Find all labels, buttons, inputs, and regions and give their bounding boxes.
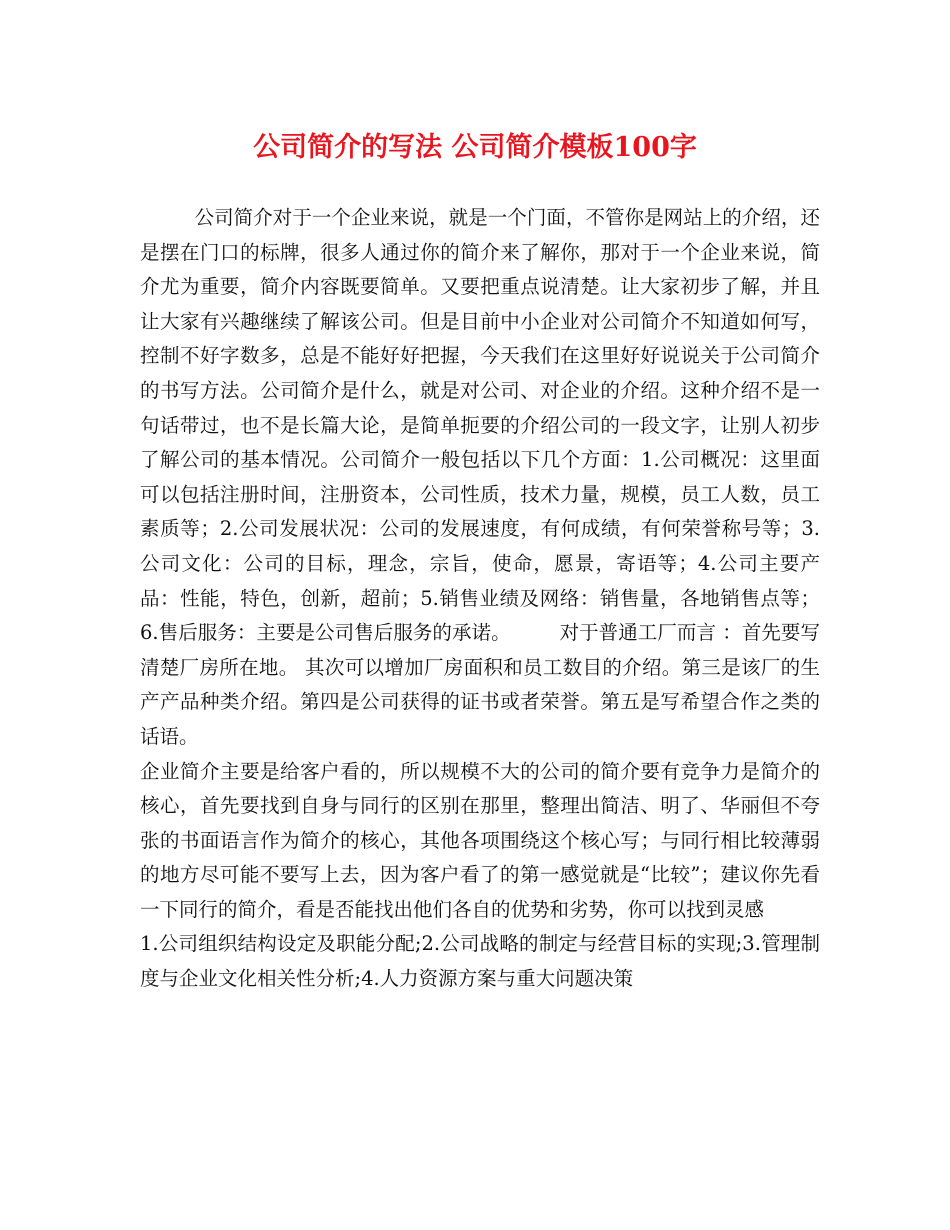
document-body bbox=[140, 201, 820, 997]
paragraph-numbered-items: 1.公司组织结构设定及职能分配;2.公司战略的制定与经营目标的实现;3.管理制度与企业文化相关性分析;4.人力资源方案与重大问题决策 bbox=[140, 932, 820, 991]
paragraph-intro: 公司简介对于一个企业来说，就是一个门面，不管你是网站上的介绍，还是摆在门口的标牌，很多人通过你的简介来了解你，那对于一个企业来说，简介尤为重要，简介内容既要简单。又要把重点说清楚。让大家初步了解，并且让大家有兴趣继续了解该公司。但是目前中小企业对公司简介不知道如何写，控制不好字数多，总是不能好好把握，今天我们在这里好好说说关于公司简介的书写方法。公司简介是什么，就是对公司、对企业的介绍。这种介绍不是一句话带过，也不是长篇大论，是简单扼要的介绍公司的一段文字，让别人初步了解公司的基本情况。公司简介一般包括以下几个方面：1.公司概况：这里面可以包括注册时间，注册资本，公司性质，技术力量，规模，员工人数，员工素质等；2.公司发展状况：公司的发展速度，有何成绩，有何荣誉称号等；3.公司文化：公司的目标，理念，宗旨，使命，愿景，寄语等；4.公司主要产品：性能，特色，创新，超前；5.销售业绩及网络：销售量，各地销售点等；6.售后服务：主要是公司售后服务的承诺。 对于普通工厂而言 ：首先要写清楚厂房所在地。 其次可以增加厂房面积和员工数目的介绍。第三是该厂的生产产品种类介绍。第四是公司获得的证书或者荣誉。第五是写希望合作之类的话语。 bbox=[140, 206, 820, 748]
document-title: 公司简介的写法 公司简介模板100字 bbox=[253, 132, 697, 163]
paragraph-enterprise-profile: 企业简介主要是给客户看的，所以规模不大的公司的简介要有竞争力是简介的核心，首先要找到自身与同行的区别在那里，整理出简洁、明了、华丽但不夸张的书面语言作为简介的核心，其他各项围绕这个核心写；与同行相比较薄弱的地方尽可能不要写上去，因为客户看了的第一感觉就是“比较”；建议你先看一下同行的简介，看是否能找出他们各自的优势和劣势，你可以找到灵感 bbox=[140, 759, 820, 921]
